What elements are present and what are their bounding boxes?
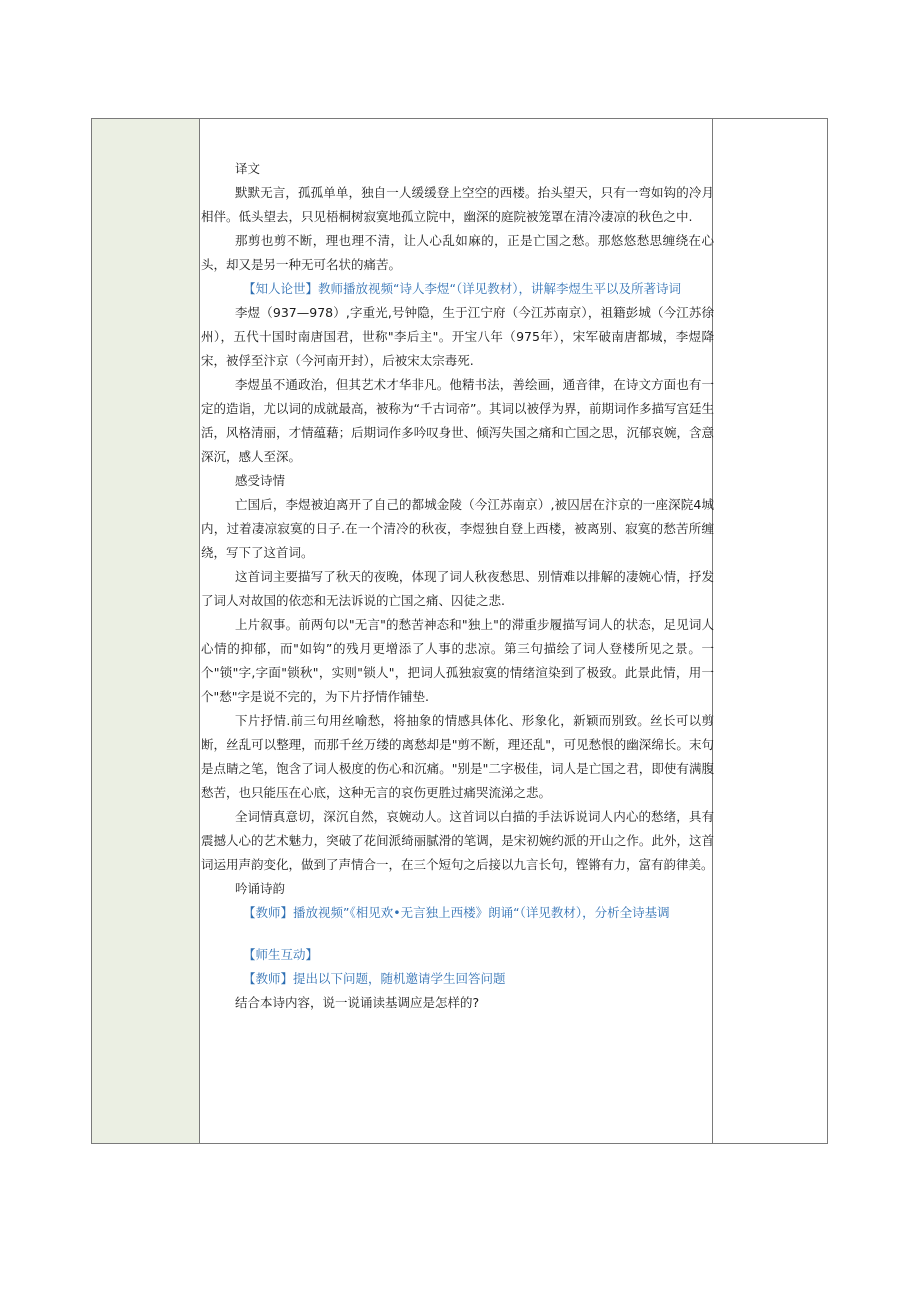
spacer	[201, 925, 714, 943]
right-column	[712, 119, 827, 1143]
heading-translation: 译文	[235, 161, 261, 176]
paragraph-feel-2: 这首词主要描写了秋天的夜晚，体现了词人秋夜愁思、别情难以排解的凄婉心情，抒发了词人对故国的依恋和无法诉说的亡国之痛、囚徒之悲.	[201, 569, 714, 608]
paragraph-feel-3: 上片叙事。前两句以"无言"的愁苦神态和"独上"的滞重步履描写词人的状态，足见词人心情的抑郁，而"如钩”的残月更增添了人事的悲凉。第三句描绘了词人登楼所见之景。一个"锁"字,字面"锁秋"，实则"锁人"，把词人孤独寂寞的情绪渲染到了极致。此景此情，用一个"愁"字是说不完的，为下片抒情作铺垫.	[201, 617, 714, 704]
content-cell	[201, 157, 714, 1015]
teacher-note-recite-video: 【教师】播放视频”《相见欢•无言独上西楼》朗诵“（详见教材），分析全诗基调	[243, 905, 670, 920]
heading-feel-poem: 感受诗情	[235, 473, 286, 488]
paragraph-translation-2: 那剪也剪不断，理也理不清，让人心乱如麻的，正是亡国之愁。那悠悠愁思缠绕在心头，却又是另一种无可名状的痛苦。	[201, 233, 714, 272]
discussion-question: 结合本诗内容，说一说诵读基调应是怎样的?	[235, 995, 480, 1010]
paragraph-feel-4: 下片抒情.前三句用丝喻愁，将抽象的情感具体化、形象化，新颖而别致。丝长可以剪断，丝乱可以整理，而那千丝万缕的离愁却是"剪不断，理还乱"，可见愁恨的幽深绵长。末句是点睛之笔，饱含了词人极度的伤心和沉痛。"别是"二字极佳，词人是亡国之君，即使有满腹愁苦，也只能压在心底，这种无言的哀伤更胜过痛哭流涕之悲。	[201, 713, 714, 800]
teacher-note-know-poet: 【知人论世】教师播放视频“诗人李煜“（详见教材），讲解李煜生平以及所著诗词	[243, 281, 681, 296]
paragraph-translation-1: 默默无言，孤孤单单，独自一人缓缓登上空空的西楼。抬头望天，只有一弯如钩的冷月相伴。低头望去，只见梧桐树寂寞地孤立院中，幽深的庭院被笼罩在清冷凄凉的秋色之中.	[201, 185, 714, 224]
lesson-table	[91, 118, 828, 1144]
left-column	[92, 119, 200, 1143]
teacher-note-question: 【教师】提出以下问题，随机邀请学生回答问题	[243, 971, 506, 986]
interaction-label: 【师生互动】	[243, 947, 319, 962]
paragraph-feel-1: 亡国后，李煜被迫离开了自己的都城金陵（今江苏南京）,被囚居在汴京的一座深院4城内，过着凄凉寂寞的日子.在一个清冷的秋夜，李煜独自登上西楼，被离别、寂寞的愁苦所缠绕，写下了这首词。	[201, 497, 714, 560]
paragraph-biography-2: 李煜虽不通政治，但其艺术才华非凡。他精书法，善绘画，通音律，在诗文方面也有一定的造诣，尤以词的成就最高，被称为“千古词帝”。其词以被俘为界，前期词作多描写宫廷生活，风格清丽，才情蕴藉；后期词作多吟叹身世、倾泻失国之痛和亡国之思，沉郁哀婉，含意深沉，感人至深。	[201, 377, 714, 464]
paragraph-feel-5: 全词情真意切，深沉自然，哀婉动人。这首词以白描的手法诉说词人内心的愁绪，具有震撼人心的艺术魅力，突破了花间派绮丽腻滑的笔调，是宋初婉约派的开山之作。此外，这首词运用声韵变化，做到了声情合一，在三个短句之后接以九言长句，铿锵有力，富有韵律美。	[201, 809, 714, 872]
heading-recite: 吟诵诗韵	[235, 881, 286, 896]
paragraph-biography-1: 李煜（937—978）,字重光,号钟隐，生于江宁府（今江苏南京），祖籍彭城（今江苏徐州），五代十国时南唐国君，世称"李后主"。开宝八年（975年），宋军破南唐都城，李煜降宋，被俘至汴京（今河南开封），后被宋太宗毒死.	[201, 305, 714, 368]
